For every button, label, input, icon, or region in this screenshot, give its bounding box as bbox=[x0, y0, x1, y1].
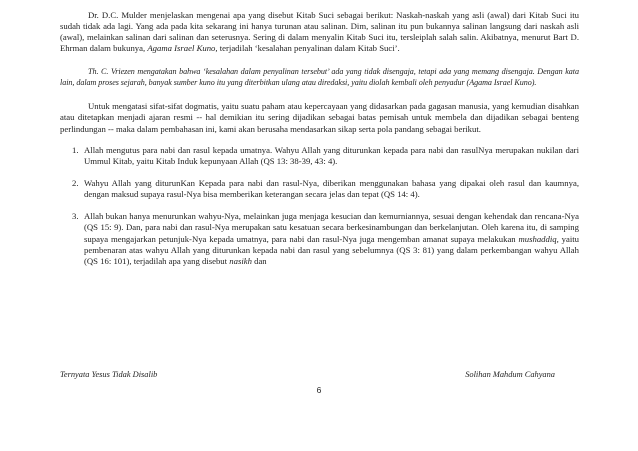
list-item bbox=[60, 145, 579, 167]
paragraph-mulder-end: terjadilah ‘kesalahan penyalinan dalam Kitab Suci’. bbox=[219, 43, 400, 54]
page-number: 6 bbox=[316, 385, 322, 395]
term-nasikh: nasikh bbox=[229, 255, 252, 266]
list-number: 1. bbox=[72, 144, 79, 155]
list-item-text: Allah bukan hanya menurunkan wahyu-Nya, melainkan juga menjaga kesucian dan kemurniannya, sesuai dengan kehendak dan rencana-Nya (QS 15: 9). Dan, para nabi dan rasul-Nya merupakan satu kesatuan secara berkesinambungan dan berkelanjutan. Oleh karena itu, di samping supaya mengajarkan petunjuk-Nya kepada umatnya, para nabi dan rasul-Nya juga mengemban amanat supaya melakukan bbox=[84, 211, 579, 244]
book-title-italic: Agama Israel Kuno, bbox=[147, 43, 218, 54]
paragraph-mulder-text: Dr. D.C. Mulder menjelaskan mengenai apa yang disebut Kitab Suci sebagai berikut: Naskah-naskah yang asli (awal) dari Kitab Suci itu sudah tidak ada lagi. Yang ada pada kita sekarang ini hanya turunan atau salinan. Dim, salinan itu pun bukannya salinan langsung dari naskah asli (awal), melainkan salinan dari salinan dan seterusnya. Sering di dalam menyalin Kitab Suci itu, tersleiplah salah salin. Akibatnya, menurut Bart D. Ehrman dalam bukunya, bbox=[60, 10, 579, 54]
page-body bbox=[60, 10, 579, 278]
list-item-text: Allah mengutus para nabi dan rasul kepada umatnya. Wahyu Allah yang diturunkan kepada para nabi dan rasulNya merupakan nukilan dari Ummul Kitab, yaitu Kitab Induk kepunyaan Allah (QS 13: 38-39, 43: 4). bbox=[84, 144, 579, 166]
list-number: 2. bbox=[72, 178, 79, 188]
paragraph-dogmatic: Untuk mengatasi sifat-sifat dogmatis, yaitu suatu paham atau kepercayaan yang didasarkan pada gagasan manusia, yang kemudian disahkan atau ditetapkan menjadi ajaran resmi -- hal demikian itu sering dijadikan sebagai batas pemisah untuk membela dan dijadikan sebagai benteng perlindungan -- maka dalam pembahasan ini, kami akan berusaha mendasarkan sikap serta pola pandang sebagai berikut. bbox=[60, 101, 579, 134]
quote-vriezen: Th. C. Vriezen mengatakan bahwa ‘kesalahan dalam penyalinan tersebut’ ada yang tidak disengaja, tetapi ada yang memang disengaja. Dengan kata lain, dalam proses sejarah, banyak sumber kuno itu yang diterbitkan ulang atau diredaksi, yaitu diolah kembali oleh penyadur (Agama Israel Kuno). bbox=[60, 66, 579, 87]
list-item bbox=[60, 178, 579, 200]
paragraph-mulder bbox=[60, 10, 579, 55]
list-number: 3. bbox=[72, 211, 79, 222]
term-mushaddiq: mushaddiq, bbox=[518, 233, 559, 244]
footer-author: Solihan Mahdum Cahyana bbox=[465, 370, 555, 379]
list-item bbox=[60, 211, 579, 267]
list-item-text: Wahyu Allah yang diturunKan Kepada para nabi dan rasul-Nya, diberikan menggunakan bahasa yang dipakai oleh rasul dan kaumnya, dengan maksud supaya rasul-Nya bisa memberikan keterangan secara jelas dan tepat (QS 14: 4). bbox=[84, 178, 579, 200]
list-item-text-cont: yaitu pembenaran atas wahyu Allah yang diturunkan kepada nabi dan rasul yang sebelumnya (QS 3: 81) yang dalam perkembangan wahyu Allah (QS 16: 101), terjadilah apa yang disebut bbox=[84, 233, 579, 266]
list-item-text-end: dan bbox=[254, 255, 267, 266]
numbered-list bbox=[60, 145, 579, 267]
footer-book-title: Ternyata Yesus Tidak Disalib bbox=[60, 370, 158, 379]
